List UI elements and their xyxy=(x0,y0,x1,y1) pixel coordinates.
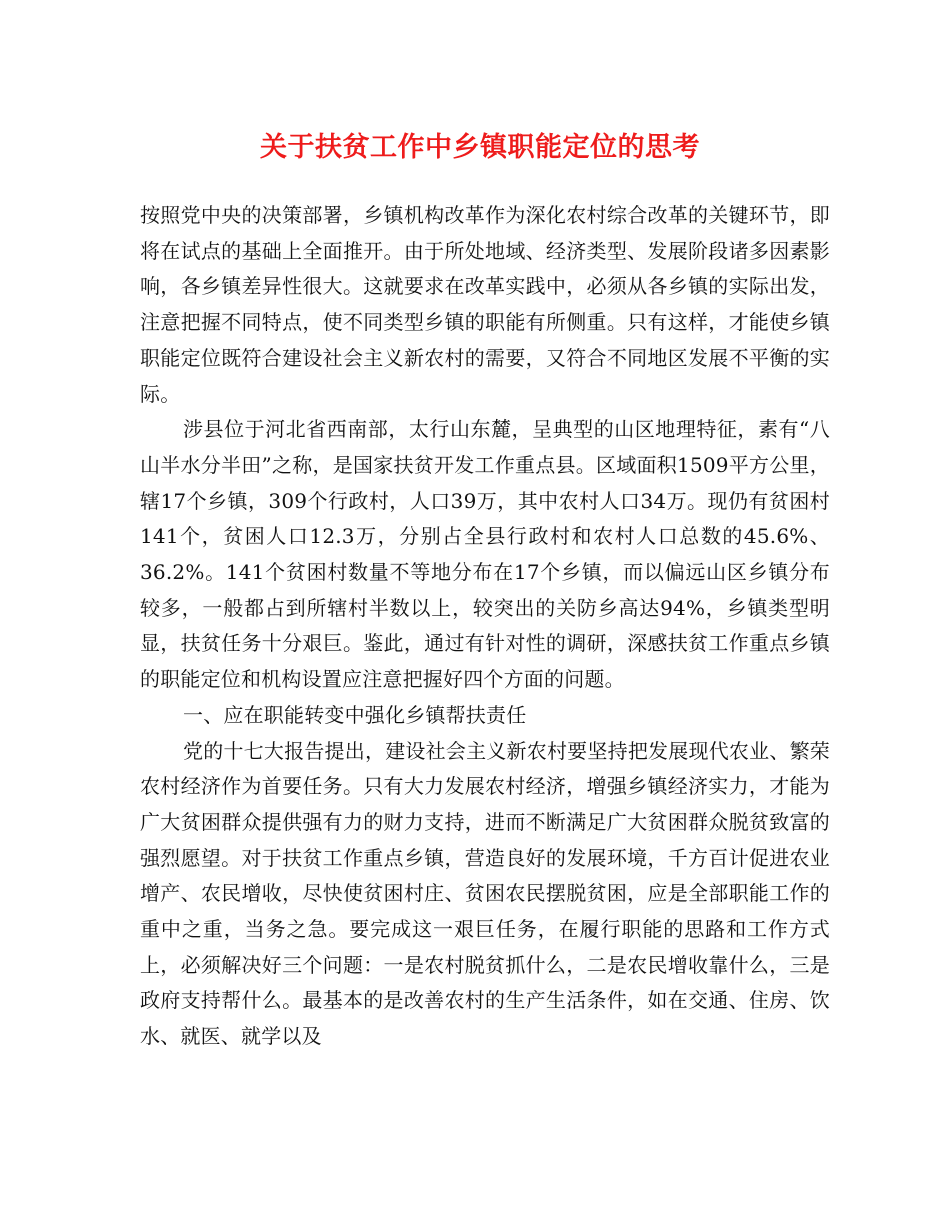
document-body xyxy=(140,198,830,1055)
paragraph-county-overview: 涉县位于河北省西南部，太行山东麓，呈典型的山区地理特征，素有“八山半水分半田”之称，是国家扶贫开发工作重点县。区域面积1509平方公里，辖17个乡镇，309个行政村，人口39万，其中农村人口34万。现仍有贫困村141个，贫困人口12.3万，分别占全县行政村和农村人口总数的45.6%、36.2%。141个贫困村数量不等地分布在17个乡镇，而以偏远山区乡镇分布较多，一般都占到所辖村半数以上，较突出的关防乡高达94%，乡镇类型明显，扶贫任务十分艰巨。鉴此，通过有针对性的调研，深感扶贫工作重点乡镇的职能定位和机构设置应注意把握好四个方面的问题。 xyxy=(140,417,830,692)
paragraph-intro: 按照党中央的决策部署，乡镇机构改革作为深化农村综合改革的关键环节，即将在试点的基础上全面推开。由于所处地域、经济类型、发展阶段诸多因素影响，各乡镇差异性很大。这就要求在改革实践中，必须从各乡镇的实际出发，注意把握不同特点，使不同类型乡镇的职能有所侧重。只有这样，才能使乡镇职能定位既符合建设社会主义新农村的需要，又符合不同地区发展不平衡的实际。 xyxy=(140,203,830,406)
section-heading-1: 一、应在职能转变中强化乡镇帮扶责任 xyxy=(183,702,527,727)
document-title: 关于扶贫工作中乡镇职能定位的思考 xyxy=(260,132,700,163)
paragraph-section-1: 党的十七大报告提出，建设社会主义新农村要坚持把发展现代农业、繁荣农村经济作为首要任务。只有大力发展农村经济，增强乡镇经济实力，才能为广大贫困群众提供强有力的财力支持，进而不断满足广大贫困群众脱贫致富的强烈愿望。对于扶贫工作重点乡镇，营造良好的发展环境，千方百计促进农业增产、农民增收，尽快使贫困村庄、贫困农民摆脱贫困，应是全部职能工作的重中之重，当务之急。要完成这一艰巨任务，在履行职能的思路和工作方式上，必须解决好三个问题：一是农村脱贫抓什么，二是农民增收靠什么，三是政府支持帮什么。最基本的是改善农村的生产生活条件，如在交通、住房、饮水、就医、就学以及 xyxy=(140,738,830,1049)
